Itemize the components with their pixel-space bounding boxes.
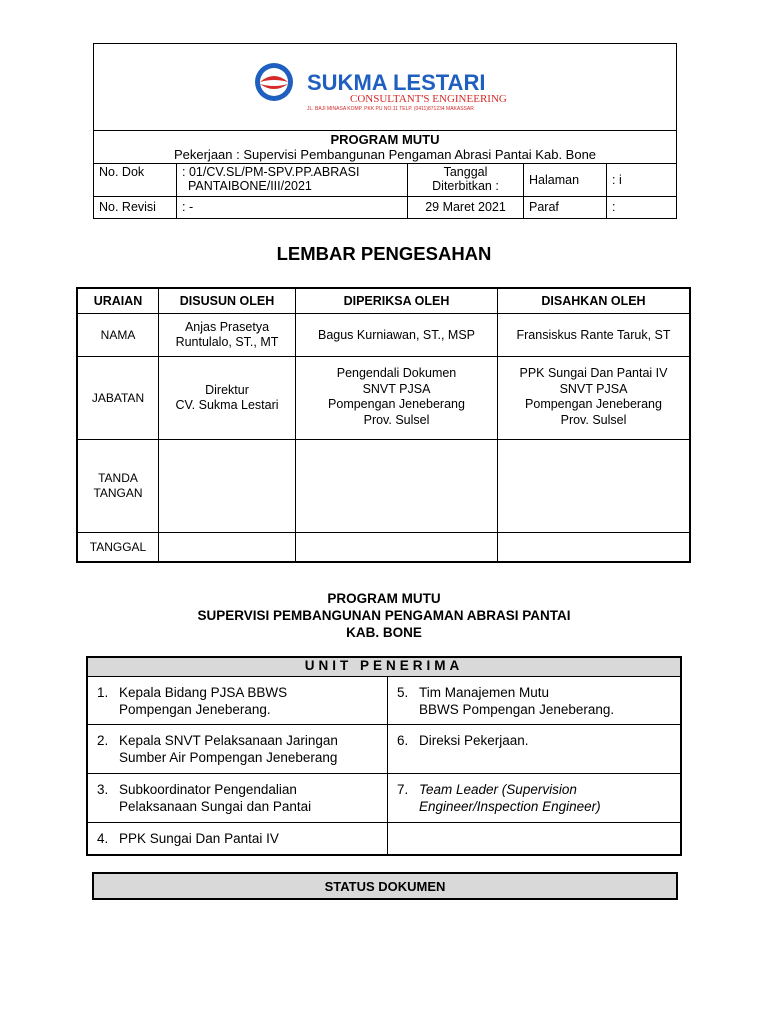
col-diperiksa: DIPERIKSA OLEH (296, 288, 498, 314)
nama-label: NAMA (77, 314, 159, 357)
no-revisi-label: No. Revisi (94, 196, 177, 218)
tanggal-value: 29 Maret 2021 (408, 196, 524, 218)
tanggal-disahkan (498, 533, 691, 562)
document-meta-table (94, 164, 676, 218)
document-header (93, 43, 677, 219)
company-logo (252, 56, 612, 116)
col-disusun: DISUSUN OLEH (159, 288, 296, 314)
tanggal-disusun (159, 533, 296, 562)
list-item-empty (388, 823, 682, 855)
lembar-pengesahan-title: LEMBAR PENGESAHAN (276, 243, 492, 264)
tanggal-row-label: TANGGAL (77, 533, 159, 562)
tanda-tangan-diperiksa (296, 440, 498, 533)
list-item: 2. Kepala SNVT Pelaksanaan Jaringan Sumber Air Pompengan Jeneberang (87, 725, 388, 774)
nama-diperiksa: Bagus Kurniawan, ST., MSP (296, 314, 498, 357)
no-dok-value: : 01/CV.SL/PM-SPV.PP.ABRASI PANTAIBONE/III/2021 (177, 164, 408, 196)
list-item: 3. Subkoordinator Pengendalian Pelaksanaan Sungai dan Pantai (87, 774, 388, 823)
jabatan-disusun: Direktur CV. Sukma Lestari (159, 357, 296, 440)
program-title: PROGRAM MUTU (330, 132, 440, 147)
tanda-tangan-label: TANDA TANGAN (77, 440, 159, 533)
unit-penerima-table (86, 656, 682, 856)
approval-table (76, 287, 691, 563)
nama-disahkan: Fransiskus Rante Taruk, ST (498, 314, 691, 357)
col-uraian: URAIAN (77, 288, 159, 314)
status-dokumen-header: STATUS DOKUMEN (92, 872, 678, 900)
paraf-label: Paraf (524, 196, 607, 218)
paraf-value: : (607, 196, 677, 218)
jabatan-diperiksa: Pengendali Dokumen SNVT PJSA Pompengan Jeneberang Prov. Sulsel (296, 357, 498, 440)
nama-disusun: Anjas Prasetya Runtulalo, ST., MT (159, 314, 296, 357)
logo-name: SUKMA LESTARI (307, 70, 486, 95)
list-item: 7. Team Leader (Supervision Engineer/Inspection Engineer) (388, 774, 682, 823)
unit-penerima-header: UNIT PENERIMA (87, 657, 681, 677)
halaman-value: : i (607, 164, 677, 196)
jabatan-label: JABATAN (77, 357, 159, 440)
list-item: 5. Tim Manajemen Mutu BBWS Pompengan Jeneberang. (388, 677, 682, 725)
logo-address: JL. BAJI MINASA KOMP. PKK PU NO.11 TELP. (0411)871234 MAKASSAR (307, 106, 474, 112)
col-disahkan: DISAHKAN OLEH (498, 288, 691, 314)
no-revisi-value: : - (177, 196, 408, 218)
tanda-tangan-disahkan (498, 440, 691, 533)
logo-area (94, 44, 676, 131)
list-item: 1. Kepala Bidang PJSA BBWS Pompengan Jeneberang. (87, 677, 388, 725)
tanda-tangan-disusun (159, 440, 296, 533)
no-dok-label: No. Dok (94, 164, 177, 196)
tanggal-diperiksa (296, 533, 498, 562)
list-item: 6. Direksi Pekerjaan. (388, 725, 682, 774)
logo-tagline: CONSULTANT'S ENGINEERING (350, 93, 507, 105)
halaman-label: Halaman (524, 164, 607, 196)
list-item: 4. PPK Sungai Dan Pantai IV (87, 823, 388, 855)
jabatan-disahkan: PPK Sungai Dan Pantai IV SNVT PJSA Pompengan Jeneberang Prov. Sulsel (498, 357, 691, 440)
program-subtitle: Pekerjaan : Supervisi Pembangunan Pengaman Abrasi Pantai Kab. Bone (94, 147, 676, 164)
tanggal-label: Tanggal Diterbitkan : (408, 164, 524, 196)
program-mutu-heading: PROGRAM MUTU SUPERVISI PEMBANGUNAN PENGAMAN ABRASI PANTAI KAB. BONE (197, 591, 571, 640)
